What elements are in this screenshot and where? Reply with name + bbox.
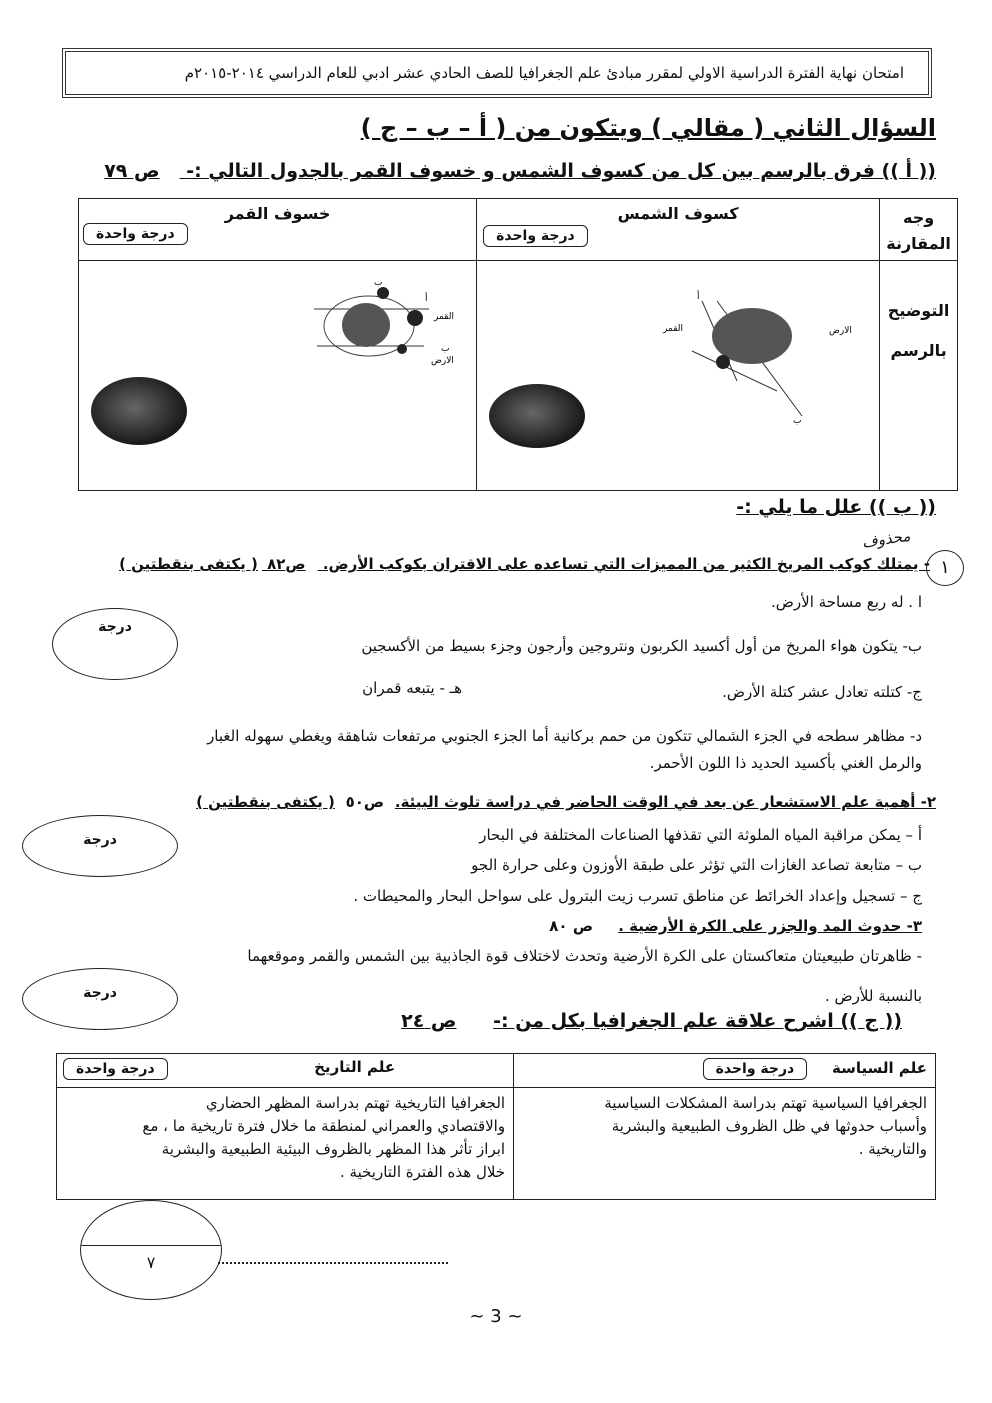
lunar-label-a: أ: [425, 294, 428, 304]
part-c-page-ref: ص ٢٤: [401, 1010, 457, 1032]
history-title: علم التاريخ: [314, 1058, 396, 1076]
item1-text: - يمتلك كوكب المريخ الكثير من المميزات التي تساعده على الاقتران بكوكب الأرض.: [322, 555, 930, 573]
lunar-diagram-cell: [79, 261, 477, 491]
politics-line-1: الجغرافيا السياسية تهتم بدراسة المشكلات السياسية: [604, 1094, 927, 1112]
item3-point-1: - ظاهرتان طبيعيتان متعاكستان على الكرة الأرضية وتحدث لاختلاف قوة الجاذبية بين الشمس والقمر وموقعهما: [247, 947, 922, 965]
history-grade-box: درجة واحدة: [63, 1058, 168, 1080]
total-score-circle: [80, 1200, 222, 1300]
comparison-label-cell: [880, 199, 958, 261]
lunar-header-cell: [79, 199, 477, 261]
item3-heading: [549, 917, 922, 935]
politics-line-3: والتاريخية .: [858, 1140, 927, 1158]
sun-shadow-blob: [489, 384, 585, 448]
diagram-label-cell: [880, 261, 958, 491]
item3-grade: درجة: [83, 985, 117, 1001]
item1-page-ref: ص٨٢: [267, 555, 306, 573]
politics-title: علم السياسة: [832, 1059, 927, 1077]
solar-diagram-cell: [477, 261, 880, 491]
score-dotted-line: [218, 1262, 448, 1264]
exam-header-title: امتحان نهاية الفترة الدراسية الاولي لمقرر مبادئ علم الجغرافيا للصف الحادي عشر ادبي للعام الدراسي ٢٠١٤-٢٠١٥م: [184, 64, 904, 82]
history-line-2: والاقتصادي والعمراني لمنطقة ما خلال فترة تاريخية ما ، مع: [142, 1117, 506, 1135]
history-line-1: الجغرافيا التاريخية تهتم بدراسة المظهر الحضاري: [205, 1094, 506, 1112]
item2-note: ( يكتفى بنقطتين ): [196, 793, 335, 811]
item2-heading: [196, 793, 936, 811]
item3-grade-oval: [22, 968, 178, 1030]
item2-point-2: ب – متابعة تصاعد الغازات التي تؤثر على طبقة الأوزون وعلى حرارة الجو: [471, 856, 922, 874]
part-c-heading-text: (( ج )) اشرح علاقة علم الجغرافيا بكل من :-: [493, 1010, 902, 1032]
lunar-label-b2: ب: [441, 344, 450, 354]
history-answer-cell: [57, 1088, 514, 1200]
item3-text: ٣- حدوث المد والجزر على الكرة الأرضية .: [618, 917, 922, 935]
item2-grade-oval: [22, 815, 178, 877]
part-a-page-ref: ص ٧٩: [104, 160, 160, 182]
item1-number-circle: [926, 550, 964, 586]
politics-line-2: وأسباب حدوثها في ظل الظروف الطبيعية والبشرية: [611, 1117, 927, 1135]
moon-shadow-blob: [91, 377, 187, 445]
item1-point-2: ب- يتكون هواء المريخ من أول أكسيد الكربون ونتروجين وأرجون وجزء بسيط من الأكسجين: [361, 637, 922, 655]
item2-grade: درجة: [83, 832, 117, 848]
item1-point-1: ا . له ربع مساحة الأرض.: [771, 593, 922, 611]
item1-number: ١: [940, 557, 950, 578]
page-number: ~ 3 ~: [469, 1306, 523, 1327]
item2-point-1: أ – يمكن مراقبة المياه الملوثة التي تقذفها الصناعات المختلفة في البحار: [479, 826, 922, 844]
question-title: السؤال الثاني ( مقالي ) ويتكون من ( أ – ب – ج ): [360, 114, 936, 142]
solar-moon-label: القمر: [663, 324, 684, 334]
comparison-label: وجه المقارنة: [886, 208, 951, 253]
item1-point-5: د- مظاهر سطحه في الجزء الشمالي تتكون من حمم بركانية أما الجزء الجنوبي مرتفعات شاهقة ويغطي سهوله الغبار: [207, 727, 922, 745]
moon-icon: [716, 355, 730, 369]
moon-icon: [407, 310, 423, 326]
lunar-earth-label: الارض: [431, 356, 454, 366]
solar-label-b: ب: [793, 416, 802, 426]
item1-heading: [119, 555, 930, 573]
geography-relations-table: [56, 1053, 936, 1200]
item1-point-4: هـ - يتبعه قمران: [362, 679, 462, 697]
lunar-moon-label: القمر: [434, 312, 454, 322]
politics-grade-box: درجة واحدة: [703, 1058, 808, 1080]
solar-eclipse-title: كسوف الشمس: [617, 204, 739, 223]
item3-page-ref: ص ٨٠: [549, 917, 593, 935]
part-a-heading: [104, 160, 936, 182]
lunar-eclipse-diagram: [79, 261, 479, 490]
item2-point-3: ج – تسجيل وإعداد الخرائط عن مناطق تسرب زيت البترول على سواحل البحار والمحيطات .: [353, 887, 922, 905]
diagram-row-label: التوضيح بالرسم: [887, 301, 950, 360]
solar-earth-label: الارض: [829, 326, 852, 336]
item2-text: ٢- أهمية علم الاستشعار عن بعد في الوقت الحاضر في دراسة تلوث البيئة.: [394, 793, 936, 811]
item1-grade: درجة: [98, 619, 132, 635]
earth-icon: [342, 303, 390, 347]
part-c-heading: [401, 1010, 902, 1032]
item1-point-6: والرمل الغني بأكسيد الحديد ذا اللون الأحمر.: [649, 754, 922, 772]
lunar-label-b: ب: [374, 278, 383, 288]
moon-icon: [377, 287, 389, 299]
margin-note: محذوف: [860, 526, 912, 552]
item3-point-2: بالنسبة للأرض .: [825, 987, 922, 1005]
score-divider: [81, 1245, 221, 1246]
part-b-heading: (( ب )) علل ما يلي :-: [736, 496, 936, 518]
moon-icon: [397, 344, 407, 354]
item2-page-ref: ص٥٠: [345, 793, 385, 811]
politics-answer-cell: [514, 1088, 936, 1200]
item1-grade-oval: [52, 608, 178, 680]
lunar-eclipse-title: خسوف القمر: [224, 204, 331, 223]
history-line-4: خلال هذه الفترة التاريخية .: [339, 1163, 506, 1181]
solar-eclipse-diagram: [477, 261, 882, 490]
part-a-heading-text: (( أ )) فرق بالرسم بين كل من كسوف الشمس و خسوف القمر بالجدول التالي :-: [186, 160, 936, 182]
solar-header-cell: [477, 199, 880, 261]
solar-grade-box: درجة واحدة: [483, 225, 588, 247]
item1-point-3: ج- كتلته تعادل عشر كتلة الأرض.: [722, 683, 922, 701]
total-score: ٧: [146, 1253, 156, 1272]
eclipse-comparison-table: [78, 198, 958, 491]
solar-label-a: أ: [697, 292, 700, 302]
history-line-3: ابراز تأثر هذا المظهر بالظروف البيئية الطبيعية والبشرية: [161, 1140, 506, 1158]
politics-header-cell: [514, 1054, 936, 1088]
lunar-grade-box: درجة واحدة: [83, 223, 188, 245]
history-header-cell: [57, 1054, 514, 1088]
item1-note: ( يكتفى بنقطتين ): [119, 555, 258, 573]
